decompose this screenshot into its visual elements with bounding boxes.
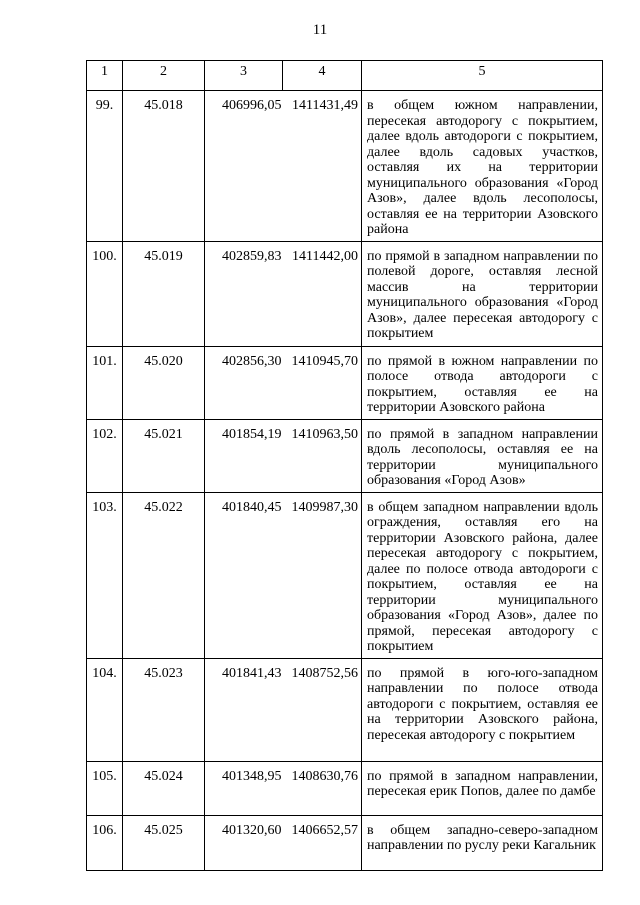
boundary-description: в общем западном направлении вдоль ограждения, оставляя его на территории Азовского района, далее пересекая автодорогу с покрытием, далее по полосе отвода автодороги с покрытием, оставляя ее на территории муниципального образования «Город Азов», далее по прямой, пересекая автодорогу с покрытием [362, 492, 603, 658]
table-row [87, 241, 603, 346]
boundary-description: по прямой в западном направлении по полевой дороге, оставляя лесной массив на территории муниципального образования «Город Азов», далее пересекая автодорогу с покрытием [362, 241, 603, 346]
coordinate-y: 1411442,00 [283, 241, 362, 346]
coordinate-y: 1410945,70 [283, 346, 362, 419]
point-code: 45.021 [123, 419, 205, 492]
row-number: 102. [87, 419, 123, 492]
coordinate-x: 401841,43 [205, 658, 283, 761]
boundary-description: в общем южном направлении, пересекая автодорогу с покрытием, далее вдоль автодороги с покрытием, далее вдоль садовых участков, оставляя их на территории муниципального образования «Город Азов», далее вдоль лесополосы, оставляя ее на территории Азовского района [362, 91, 603, 242]
table-row [87, 346, 603, 419]
coordinate-x: 402859,83 [205, 241, 283, 346]
coordinate-x: 401320,60 [205, 815, 283, 870]
boundary-description: в общем западно-северо-западном направлении по руслу реки Кагальник [362, 815, 603, 870]
column-header: 4 [283, 61, 362, 91]
row-number: 105. [87, 761, 123, 815]
coordinate-y: 1408630,76 [283, 761, 362, 815]
column-header: 5 [362, 61, 603, 91]
table-row [87, 815, 603, 870]
point-code: 45.022 [123, 492, 205, 658]
row-number: 106. [87, 815, 123, 870]
column-header: 2 [123, 61, 205, 91]
coordinate-y: 1410963,50 [283, 419, 362, 492]
table-row [87, 492, 603, 658]
point-code: 45.018 [123, 91, 205, 242]
boundary-description: по прямой в западном направлении, пересекая ерик Попов, далее по дамбе [362, 761, 603, 815]
coordinate-y: 1406652,57 [283, 815, 362, 870]
row-number: 104. [87, 658, 123, 761]
point-code: 45.019 [123, 241, 205, 346]
column-header: 1 [87, 61, 123, 91]
point-code: 45.023 [123, 658, 205, 761]
table-row [87, 658, 603, 761]
table-row [87, 419, 603, 492]
boundary-description: по прямой в южном направлении по полосе отвода автодороги с покрытием, оставляя ее на территории Азовского района [362, 346, 603, 419]
row-number: 100. [87, 241, 123, 346]
coordinate-y: 1408752,56 [283, 658, 362, 761]
coordinate-y: 1411431,49 [283, 91, 362, 242]
coordinate-x: 406996,05 [205, 91, 283, 242]
boundary-description: по прямой в западном направлении вдоль лесополосы, оставляя ее на территории муниципального образования «Город Азов» [362, 419, 603, 492]
coordinate-x: 402856,30 [205, 346, 283, 419]
boundary-description-table [86, 60, 603, 871]
point-code: 45.024 [123, 761, 205, 815]
coordinate-x: 401840,45 [205, 492, 283, 658]
boundary-description: по прямой в юго-юго-западном направлении по полосе отвода автодороги с покрытием, оставляя ее на территории Азовского района, пересекая автодорогу с покрытием [362, 658, 603, 761]
coordinate-y: 1409987,30 [283, 492, 362, 658]
coordinate-x: 401348,95 [205, 761, 283, 815]
table-header-row [87, 61, 603, 91]
coordinate-x: 401854,19 [205, 419, 283, 492]
point-code: 45.025 [123, 815, 205, 870]
table-row [87, 761, 603, 815]
point-code: 45.020 [123, 346, 205, 419]
row-number: 103. [87, 492, 123, 658]
row-number: 99. [87, 91, 123, 242]
table-row [87, 91, 603, 242]
page-number: 11 [312, 22, 328, 38]
column-header: 3 [205, 61, 283, 91]
row-number: 101. [87, 346, 123, 419]
